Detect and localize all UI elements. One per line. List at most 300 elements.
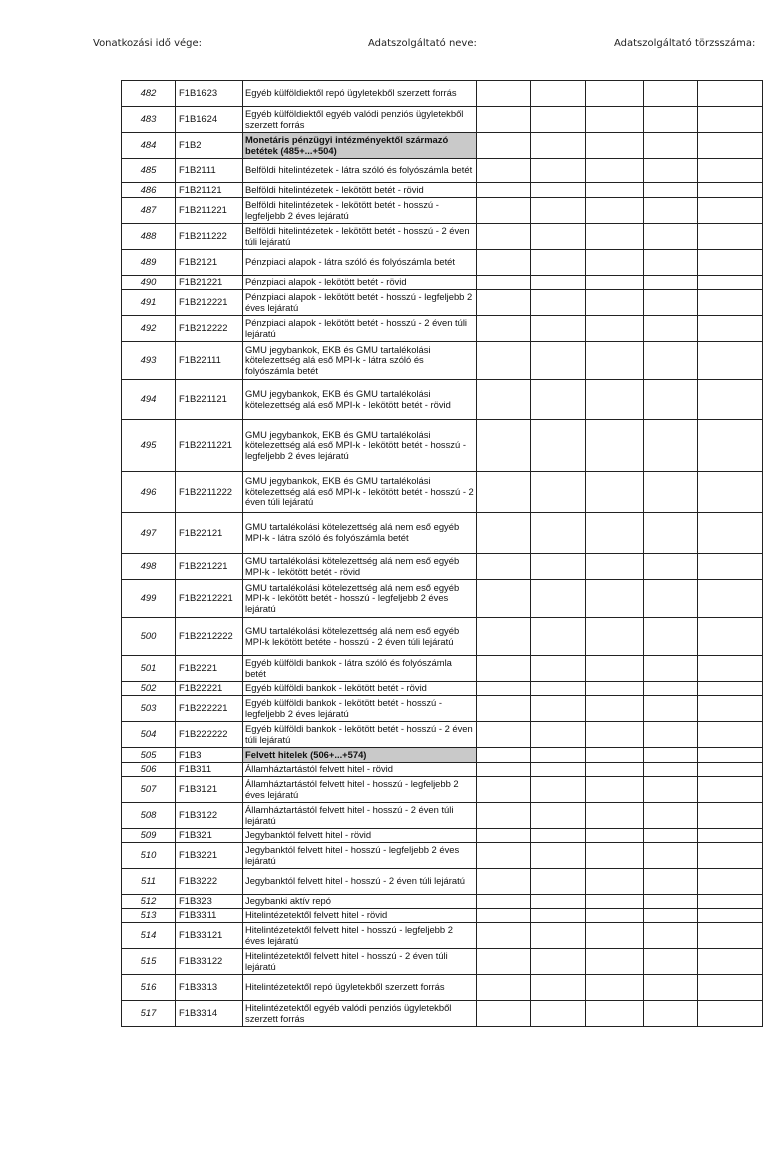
row-description: Hitelintézetektől felvett hitel - hosszú - legfeljebb 2 éves lejáratú bbox=[243, 923, 477, 949]
value-cell[interactable] bbox=[477, 763, 531, 777]
value-cell[interactable] bbox=[586, 380, 644, 420]
value-cell[interactable] bbox=[531, 472, 586, 513]
value-cell[interactable] bbox=[586, 829, 644, 843]
row-number: 497 bbox=[122, 513, 176, 554]
table-row bbox=[122, 829, 763, 843]
value-cell[interactable] bbox=[586, 107, 644, 133]
value-cell[interactable] bbox=[586, 682, 644, 696]
row-description: GMU jegybankok, EKB és GMU tartalékolási kötelezettség alá eső MPI-k - lekötött betét - rövid bbox=[243, 380, 477, 420]
value-cell[interactable] bbox=[644, 777, 698, 803]
value-cell[interactable] bbox=[644, 763, 698, 777]
row-number: 502 bbox=[122, 682, 176, 696]
table-row bbox=[122, 618, 763, 656]
value-cell[interactable] bbox=[644, 618, 698, 656]
value-cell[interactable] bbox=[477, 554, 531, 580]
row-number: 505 bbox=[122, 748, 176, 763]
value-cell[interactable] bbox=[531, 722, 586, 748]
row-code: F1B321 bbox=[176, 829, 243, 843]
row-description: Jegybanktól felvett hitel - hosszú - 2 éven túli lejáratú bbox=[243, 869, 477, 895]
row-description: GMU tartalékolási kötelezettség alá nem eső egyéb MPI-k - látra szóló és folyószámla betét bbox=[243, 513, 477, 554]
value-cell[interactable] bbox=[698, 198, 763, 224]
value-cell[interactable] bbox=[477, 975, 531, 1001]
value-cell[interactable] bbox=[586, 618, 644, 656]
row-code: F1B1623 bbox=[176, 81, 243, 107]
row-description: Jegybanki aktív repó bbox=[243, 895, 477, 909]
value-cell[interactable] bbox=[698, 682, 763, 696]
table-row bbox=[122, 923, 763, 949]
value-cell[interactable] bbox=[531, 803, 586, 829]
value-cell[interactable] bbox=[586, 276, 644, 290]
value-cell[interactable] bbox=[698, 276, 763, 290]
value-cell[interactable] bbox=[477, 1001, 531, 1027]
row-description: Jegybanktól felvett hitel - hosszú - legfeljebb 2 éves lejáratú bbox=[243, 843, 477, 869]
row-description: Pénzpiaci alapok - lekötött betét - hosszú - legfeljebb 2 éves lejáratú bbox=[243, 290, 477, 316]
value-cell[interactable] bbox=[586, 722, 644, 748]
row-description: Államháztartástól felvett hitel - rövid bbox=[243, 763, 477, 777]
row-code: F1B3313 bbox=[176, 975, 243, 1001]
value-cell[interactable] bbox=[698, 472, 763, 513]
table-row bbox=[122, 949, 763, 975]
value-cell[interactable] bbox=[586, 748, 644, 763]
row-description: Hitelintézetektől egyéb valódi penziós ügyletekből szerzett forrás bbox=[243, 1001, 477, 1027]
value-cell[interactable] bbox=[644, 81, 698, 107]
value-cell[interactable] bbox=[644, 250, 698, 276]
value-cell[interactable] bbox=[586, 290, 644, 316]
row-description: Monetáris pénzügyi intézményektől származó betétek (485+...+504) bbox=[243, 133, 477, 159]
table-row bbox=[122, 276, 763, 290]
row-number: 514 bbox=[122, 923, 176, 949]
value-cell[interactable] bbox=[586, 513, 644, 554]
value-cell[interactable] bbox=[477, 342, 531, 380]
value-cell[interactable] bbox=[586, 923, 644, 949]
row-code: F1B33122 bbox=[176, 949, 243, 975]
value-cell[interactable] bbox=[698, 777, 763, 803]
row-code: F1B2 bbox=[176, 133, 243, 159]
reference-period-label: Vonatkozási idő vége: bbox=[93, 38, 203, 49]
value-cell[interactable] bbox=[698, 803, 763, 829]
value-cell[interactable] bbox=[531, 682, 586, 696]
value-cell[interactable] bbox=[698, 829, 763, 843]
table-row bbox=[122, 580, 763, 618]
value-cell[interactable] bbox=[477, 107, 531, 133]
row-code: F1B222221 bbox=[176, 696, 243, 722]
value-cell[interactable] bbox=[531, 656, 586, 682]
value-cell[interactable] bbox=[644, 923, 698, 949]
table-row bbox=[122, 183, 763, 198]
value-cell[interactable] bbox=[531, 949, 586, 975]
value-cell[interactable] bbox=[586, 869, 644, 895]
row-number: 492 bbox=[122, 316, 176, 342]
value-cell[interactable] bbox=[531, 420, 586, 472]
row-code: F1B3 bbox=[176, 748, 243, 763]
value-cell[interactable] bbox=[586, 763, 644, 777]
value-cell[interactable] bbox=[586, 843, 644, 869]
row-code: F1B3314 bbox=[176, 1001, 243, 1027]
row-number: 485 bbox=[122, 159, 176, 183]
value-cell[interactable] bbox=[531, 580, 586, 618]
value-cell[interactable] bbox=[698, 895, 763, 909]
value-cell[interactable] bbox=[477, 682, 531, 696]
value-cell[interactable] bbox=[531, 909, 586, 923]
table-row bbox=[122, 803, 763, 829]
value-cell[interactable] bbox=[531, 380, 586, 420]
value-cell[interactable] bbox=[698, 748, 763, 763]
value-cell[interactable] bbox=[477, 290, 531, 316]
row-number: 493 bbox=[122, 342, 176, 380]
row-description: Hitelintézetektől felvett hitel - rövid bbox=[243, 909, 477, 923]
row-description: Belföldi hitelintézetek - lekötött betét - hosszú - legfeljebb 2 éves lejáratú bbox=[243, 198, 477, 224]
row-code: F1B33121 bbox=[176, 923, 243, 949]
row-code: F1B212222 bbox=[176, 316, 243, 342]
value-cell[interactable] bbox=[477, 656, 531, 682]
value-cell[interactable] bbox=[644, 554, 698, 580]
value-cell[interactable] bbox=[477, 843, 531, 869]
row-description: GMU tartalékolási kötelezettség alá nem eső egyéb MPI-k - lekötött betét - rövid bbox=[243, 554, 477, 580]
value-cell[interactable] bbox=[644, 580, 698, 618]
table-row bbox=[122, 554, 763, 580]
row-number: 501 bbox=[122, 656, 176, 682]
value-cell[interactable] bbox=[586, 159, 644, 183]
row-code: F1B211221 bbox=[176, 198, 243, 224]
value-cell[interactable] bbox=[698, 81, 763, 107]
row-description: Belföldi hitelintézetek - lekötött betét - rövid bbox=[243, 183, 477, 198]
value-cell[interactable] bbox=[531, 133, 586, 159]
value-cell[interactable] bbox=[644, 107, 698, 133]
value-cell[interactable] bbox=[531, 159, 586, 183]
row-number: 500 bbox=[122, 618, 176, 656]
value-cell[interactable] bbox=[698, 975, 763, 1001]
value-cell[interactable] bbox=[477, 949, 531, 975]
row-number: 516 bbox=[122, 975, 176, 1001]
value-cell[interactable] bbox=[531, 513, 586, 554]
value-cell[interactable] bbox=[531, 696, 586, 722]
row-description: Egyéb külföldi bankok - lekötött betét - hosszú - 2 éven túli lejáratú bbox=[243, 722, 477, 748]
value-cell[interactable] bbox=[477, 803, 531, 829]
row-code: F1B3221 bbox=[176, 843, 243, 869]
row-number: 499 bbox=[122, 580, 176, 618]
value-cell[interactable] bbox=[644, 159, 698, 183]
value-cell[interactable] bbox=[531, 869, 586, 895]
value-cell[interactable] bbox=[586, 472, 644, 513]
value-cell[interactable] bbox=[644, 949, 698, 975]
value-cell[interactable] bbox=[644, 803, 698, 829]
value-cell[interactable] bbox=[477, 183, 531, 198]
value-cell[interactable] bbox=[586, 183, 644, 198]
value-cell[interactable] bbox=[698, 420, 763, 472]
table-row bbox=[122, 513, 763, 554]
value-cell[interactable] bbox=[586, 656, 644, 682]
value-cell[interactable] bbox=[531, 224, 586, 250]
value-cell[interactable] bbox=[644, 696, 698, 722]
value-cell[interactable] bbox=[531, 748, 586, 763]
value-cell[interactable] bbox=[531, 829, 586, 843]
row-number: 489 bbox=[122, 250, 176, 276]
value-cell[interactable] bbox=[644, 133, 698, 159]
value-cell[interactable] bbox=[477, 380, 531, 420]
table-row bbox=[122, 342, 763, 380]
value-cell[interactable] bbox=[586, 81, 644, 107]
row-code: F1B2211222 bbox=[176, 472, 243, 513]
value-cell[interactable] bbox=[698, 224, 763, 250]
row-description: Jegybanktól felvett hitel - rövid bbox=[243, 829, 477, 843]
row-number: 498 bbox=[122, 554, 176, 580]
row-description: GMU jegybankok, EKB és GMU tartalékolási kötelezettség alá eső MPI-k - lekötött betét - hosszú - legfeljebb 2 éves lejáratú bbox=[243, 420, 477, 472]
provider-name-label: Adatszolgáltató neve: bbox=[368, 38, 477, 49]
table-row bbox=[122, 107, 763, 133]
row-code: F1B3121 bbox=[176, 777, 243, 803]
table-row bbox=[122, 250, 763, 276]
row-code: F1B323 bbox=[176, 895, 243, 909]
value-cell[interactable] bbox=[531, 276, 586, 290]
row-number: 512 bbox=[122, 895, 176, 909]
value-cell[interactable] bbox=[698, 909, 763, 923]
row-description: Államháztartástól felvett hitel - hosszú - 2 éven túli lejáratú bbox=[243, 803, 477, 829]
value-cell[interactable] bbox=[586, 909, 644, 923]
value-cell[interactable] bbox=[698, 696, 763, 722]
value-cell[interactable] bbox=[698, 159, 763, 183]
value-cell[interactable] bbox=[477, 420, 531, 472]
value-cell[interactable] bbox=[698, 656, 763, 682]
row-number: 496 bbox=[122, 472, 176, 513]
value-cell[interactable] bbox=[477, 159, 531, 183]
row-code: F1B222222 bbox=[176, 722, 243, 748]
value-cell[interactable] bbox=[531, 290, 586, 316]
row-description: Felvett hitelek (506+...+574) bbox=[243, 748, 477, 763]
value-cell[interactable] bbox=[531, 618, 586, 656]
row-code: F1B21121 bbox=[176, 183, 243, 198]
value-cell[interactable] bbox=[698, 250, 763, 276]
value-cell[interactable] bbox=[644, 472, 698, 513]
row-code: F1B22221 bbox=[176, 682, 243, 696]
table-row bbox=[122, 656, 763, 682]
value-cell[interactable] bbox=[586, 895, 644, 909]
value-cell[interactable] bbox=[586, 949, 644, 975]
row-number: 488 bbox=[122, 224, 176, 250]
table-row bbox=[122, 198, 763, 224]
row-description: Államháztartástól felvett hitel - hosszú - legfeljebb 2 éves lejáratú bbox=[243, 777, 477, 803]
value-cell[interactable] bbox=[531, 316, 586, 342]
value-cell[interactable] bbox=[531, 895, 586, 909]
row-number: 511 bbox=[122, 869, 176, 895]
value-cell[interactable] bbox=[477, 276, 531, 290]
row-code: F1B2212221 bbox=[176, 580, 243, 618]
value-cell[interactable] bbox=[644, 513, 698, 554]
provider-id-label: Adatszolgáltató törzsszáma: bbox=[614, 38, 756, 49]
row-description: Hitelintézetektől repó ügyletekből szerzett forrás bbox=[243, 975, 477, 1001]
value-cell[interactable] bbox=[531, 923, 586, 949]
value-cell[interactable] bbox=[531, 342, 586, 380]
value-cell[interactable] bbox=[644, 380, 698, 420]
table-row bbox=[122, 843, 763, 869]
value-cell[interactable] bbox=[698, 554, 763, 580]
value-cell[interactable] bbox=[698, 290, 763, 316]
row-code: F1B3222 bbox=[176, 869, 243, 895]
value-cell[interactable] bbox=[477, 748, 531, 763]
value-cell[interactable] bbox=[698, 869, 763, 895]
value-cell[interactable] bbox=[531, 250, 586, 276]
value-cell[interactable] bbox=[586, 420, 644, 472]
row-number: 490 bbox=[122, 276, 176, 290]
value-cell[interactable] bbox=[698, 1001, 763, 1027]
value-cell[interactable] bbox=[698, 133, 763, 159]
row-number: 482 bbox=[122, 81, 176, 107]
value-cell[interactable] bbox=[698, 722, 763, 748]
value-cell[interactable] bbox=[477, 722, 531, 748]
value-cell[interactable] bbox=[644, 198, 698, 224]
value-cell[interactable] bbox=[477, 869, 531, 895]
row-code: F1B2121 bbox=[176, 250, 243, 276]
value-cell[interactable] bbox=[586, 250, 644, 276]
table-row bbox=[122, 869, 763, 895]
row-code: F1B212221 bbox=[176, 290, 243, 316]
row-description: Egyéb külföldiektől repó ügyletekből szerzett forrás bbox=[243, 81, 477, 107]
value-cell[interactable] bbox=[698, 580, 763, 618]
row-description: Egyéb külföldi bankok - látra szóló és folyószámla betét bbox=[243, 656, 477, 682]
row-number: 510 bbox=[122, 843, 176, 869]
value-cell[interactable] bbox=[477, 618, 531, 656]
value-cell[interactable] bbox=[644, 1001, 698, 1027]
value-cell[interactable] bbox=[477, 133, 531, 159]
row-description: GMU jegybankok, EKB és GMU tartalékolási kötelezettség alá eső MPI-k - lekötött betét - hosszú - 2 éven túli lejáratú bbox=[243, 472, 477, 513]
row-code: F1B2212222 bbox=[176, 618, 243, 656]
value-cell[interactable] bbox=[531, 843, 586, 869]
value-cell[interactable] bbox=[477, 198, 531, 224]
value-cell[interactable] bbox=[586, 342, 644, 380]
value-cell[interactable] bbox=[586, 975, 644, 1001]
row-description: GMU tartalékolási kötelezettség alá nem eső egyéb MPI-k lekötött betéte - hosszú - 2 éven túli lejáratú bbox=[243, 618, 477, 656]
value-cell[interactable] bbox=[698, 618, 763, 656]
value-cell[interactable] bbox=[586, 554, 644, 580]
value-cell[interactable] bbox=[586, 1001, 644, 1027]
table-row bbox=[122, 682, 763, 696]
row-description: GMU tartalékolási kötelezettség alá nem eső egyéb MPI-k - lekötött betét - hosszú - legfeljebb 2 éves lejáratú bbox=[243, 580, 477, 618]
row-number: 494 bbox=[122, 380, 176, 420]
value-cell[interactable] bbox=[698, 843, 763, 869]
value-cell[interactable] bbox=[644, 829, 698, 843]
table-row bbox=[122, 316, 763, 342]
row-number: 508 bbox=[122, 803, 176, 829]
value-cell[interactable] bbox=[586, 777, 644, 803]
value-cell[interactable] bbox=[698, 763, 763, 777]
row-number: 515 bbox=[122, 949, 176, 975]
table-row bbox=[122, 696, 763, 722]
value-cell[interactable] bbox=[531, 1001, 586, 1027]
value-cell[interactable] bbox=[644, 290, 698, 316]
row-number: 503 bbox=[122, 696, 176, 722]
value-cell[interactable] bbox=[477, 472, 531, 513]
row-number: 495 bbox=[122, 420, 176, 472]
value-cell[interactable] bbox=[586, 224, 644, 250]
value-cell[interactable] bbox=[644, 869, 698, 895]
value-cell[interactable] bbox=[477, 829, 531, 843]
table-row bbox=[122, 81, 763, 107]
value-cell[interactable] bbox=[477, 923, 531, 949]
value-cell[interactable] bbox=[531, 975, 586, 1001]
value-cell[interactable] bbox=[586, 198, 644, 224]
value-cell[interactable] bbox=[531, 554, 586, 580]
value-cell[interactable] bbox=[698, 107, 763, 133]
value-cell[interactable] bbox=[531, 763, 586, 777]
table-row bbox=[122, 224, 763, 250]
row-description: Pénzpiaci alapok - látra szóló és folyószámla betét bbox=[243, 250, 477, 276]
value-cell[interactable] bbox=[477, 250, 531, 276]
value-cell[interactable] bbox=[644, 975, 698, 1001]
table-row bbox=[122, 722, 763, 748]
row-description: Pénzpiaci alapok - lekötött betét - rövid bbox=[243, 276, 477, 290]
value-cell[interactable] bbox=[698, 316, 763, 342]
row-number: 507 bbox=[122, 777, 176, 803]
row-code: F1B3311 bbox=[176, 909, 243, 923]
row-code: F1B311 bbox=[176, 763, 243, 777]
value-cell[interactable] bbox=[644, 420, 698, 472]
value-cell[interactable] bbox=[644, 722, 698, 748]
table-row bbox=[122, 159, 763, 183]
value-cell[interactable] bbox=[477, 895, 531, 909]
value-cell[interactable] bbox=[586, 316, 644, 342]
value-cell[interactable] bbox=[698, 380, 763, 420]
value-cell[interactable] bbox=[644, 656, 698, 682]
value-cell[interactable] bbox=[477, 696, 531, 722]
value-cell[interactable] bbox=[477, 909, 531, 923]
value-cell[interactable] bbox=[531, 107, 586, 133]
value-cell[interactable] bbox=[644, 276, 698, 290]
table-row bbox=[122, 290, 763, 316]
row-number: 487 bbox=[122, 198, 176, 224]
row-number: 483 bbox=[122, 107, 176, 133]
value-cell[interactable] bbox=[586, 696, 644, 722]
table-row bbox=[122, 748, 763, 763]
row-description: Egyéb külföldi bankok - lekötött betét - rövid bbox=[243, 682, 477, 696]
table-row bbox=[122, 895, 763, 909]
value-cell[interactable] bbox=[644, 342, 698, 380]
value-cell[interactable] bbox=[477, 580, 531, 618]
value-cell[interactable] bbox=[531, 777, 586, 803]
value-cell[interactable] bbox=[698, 342, 763, 380]
value-cell[interactable] bbox=[644, 682, 698, 696]
row-description: Hitelintézetektől felvett hitel - hosszú - 2 éven túli lejáratú bbox=[243, 949, 477, 975]
value-cell[interactable] bbox=[477, 224, 531, 250]
row-number: 517 bbox=[122, 1001, 176, 1027]
value-cell[interactable] bbox=[477, 777, 531, 803]
value-cell[interactable] bbox=[698, 513, 763, 554]
value-cell[interactable] bbox=[644, 183, 698, 198]
value-cell[interactable] bbox=[586, 803, 644, 829]
row-code: F1B1624 bbox=[176, 107, 243, 133]
value-cell[interactable] bbox=[644, 316, 698, 342]
row-number: 513 bbox=[122, 909, 176, 923]
data-table bbox=[121, 80, 763, 1027]
value-cell[interactable] bbox=[531, 81, 586, 107]
value-cell[interactable] bbox=[586, 580, 644, 618]
value-cell[interactable] bbox=[698, 183, 763, 198]
value-cell[interactable] bbox=[477, 81, 531, 107]
value-cell[interactable] bbox=[698, 949, 763, 975]
value-cell[interactable] bbox=[644, 224, 698, 250]
value-cell[interactable] bbox=[477, 513, 531, 554]
value-cell[interactable] bbox=[644, 895, 698, 909]
row-code: F1B22121 bbox=[176, 513, 243, 554]
value-cell[interactable] bbox=[531, 183, 586, 198]
value-cell[interactable] bbox=[698, 923, 763, 949]
value-cell[interactable] bbox=[531, 198, 586, 224]
value-cell[interactable] bbox=[477, 316, 531, 342]
table-row bbox=[122, 763, 763, 777]
value-cell[interactable] bbox=[644, 843, 698, 869]
value-cell[interactable] bbox=[644, 748, 698, 763]
value-cell[interactable] bbox=[644, 909, 698, 923]
value-cell[interactable] bbox=[586, 133, 644, 159]
row-code: F1B3122 bbox=[176, 803, 243, 829]
